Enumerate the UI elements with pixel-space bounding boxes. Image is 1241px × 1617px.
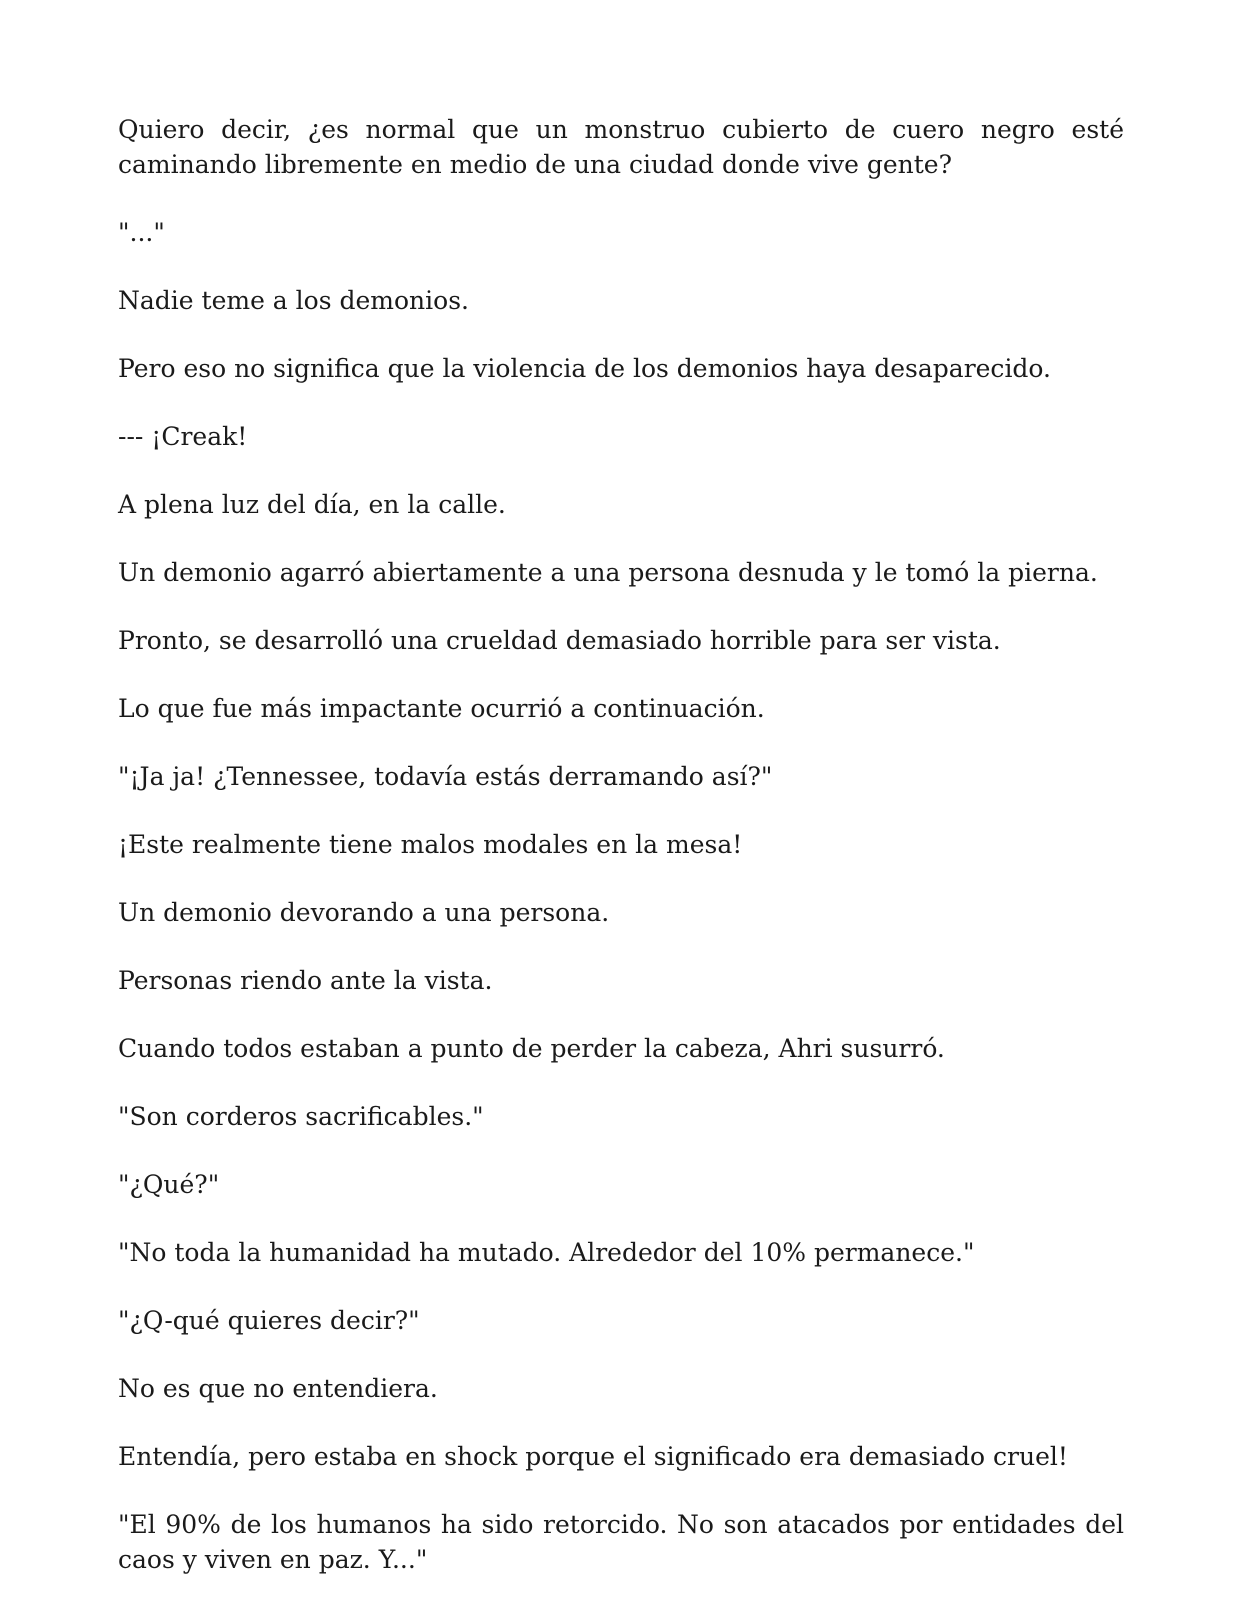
paragraph: "¡Ja ja! ¿Tennessee, todavía estás derramando así?" (118, 762, 773, 791)
paragraph: Un demonio devorando a una persona. (118, 898, 610, 927)
paragraph: "El 90% de los humanos ha sido retorcido. No son atacados por entidades del caos y viven en paz. Y..." (118, 1510, 1124, 1574)
paragraph: Un demonio agarró abiertamente a una persona desnuda y le tomó la pierna. (118, 558, 1098, 587)
document-body (118, 112, 1124, 1610)
paragraph: "..." (118, 218, 165, 247)
paragraph: "¿Qué?" (118, 1170, 220, 1199)
paragraph: --- ¡Creak! (118, 422, 248, 451)
paragraph: Pero eso no significa que la violencia de los demonios haya desaparecido. (118, 354, 1051, 383)
paragraph: Quiero decir, ¿es normal que un monstruo cubierto de cuero negro esté caminando libremente en medio de una ciudad donde vive gente? (118, 115, 1124, 179)
paragraph: A plena luz del día, en la calle. (118, 490, 506, 519)
paragraph: "¿Q-qué quieres decir?" (118, 1306, 420, 1335)
paragraph: "Son corderos sacrificables." (118, 1102, 484, 1131)
paragraph: Personas riendo ante la vista. (118, 966, 493, 995)
paragraph: ¡Este realmente tiene malos modales en la mesa! (118, 830, 743, 859)
paragraph: No es que no entendiera. (118, 1374, 438, 1403)
paragraph: Nadie teme a los demonios. (118, 286, 469, 315)
paragraph: Lo que fue más impactante ocurrió a continuación. (118, 694, 765, 723)
paragraph: "No toda la humanidad ha mutado. Alrededor del 10% permanece." (118, 1238, 975, 1267)
paragraph: Entendía, pero estaba en shock porque el significado era demasiado cruel! (118, 1442, 1068, 1471)
paragraph: Pronto, se desarrolló una crueldad demasiado horrible para ser vista. (118, 626, 1001, 655)
paragraph: Cuando todos estaban a punto de perder la cabeza, Ahri susurró. (118, 1034, 945, 1063)
